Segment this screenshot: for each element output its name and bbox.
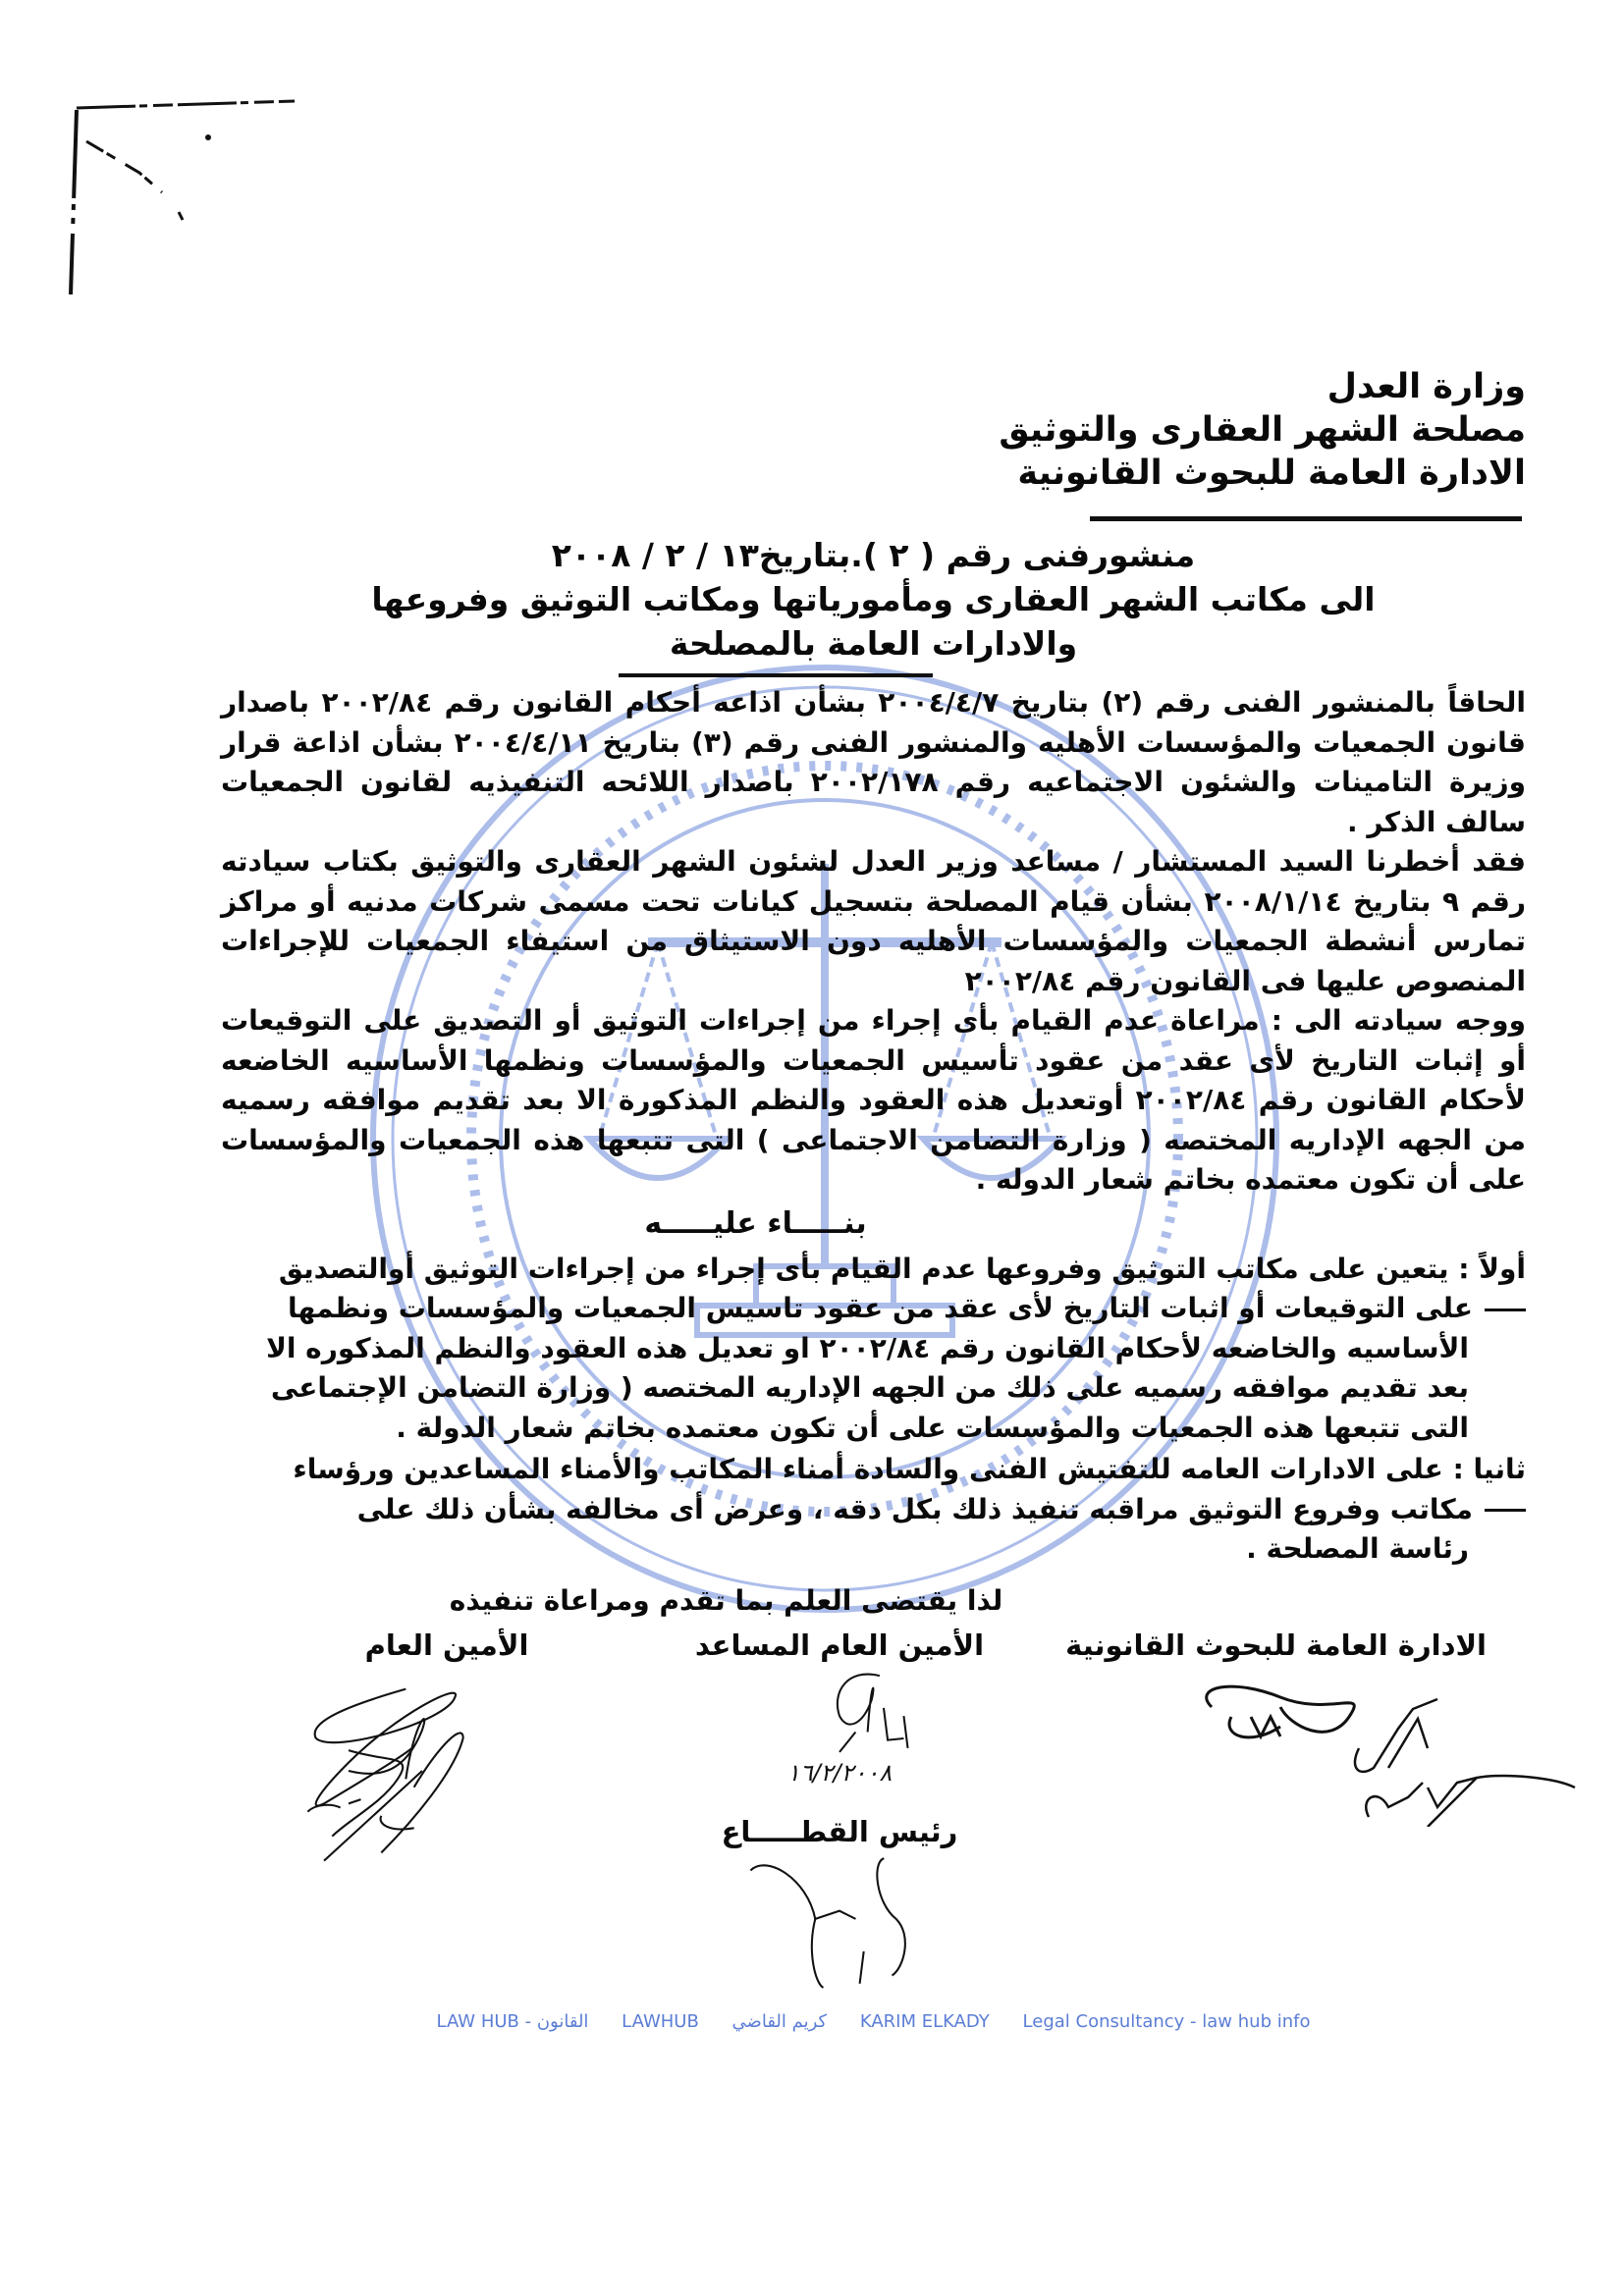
body-paragraph-3 (221, 1001, 1526, 1201)
ministry-name: وزارة العدل (1326, 367, 1526, 406)
signature-right-column (1329, 1685, 1585, 1827)
watermark-top-arc: LAW HUB - القانون (436, 2010, 589, 2032)
signature-assistant-secretary (731, 1668, 947, 1756)
directive-line: على التوقيعات أو اثبات التاريخ لأى عقد من عقود تاسيس الجمعيات والمؤسسات ونظمها (288, 1292, 1473, 1324)
signatory-sector-head: رئيس القطـــــاع (721, 1814, 958, 1848)
directive-second (221, 1450, 1526, 1570)
signatory-assistant-secretary: الأمين العام المساعد (694, 1628, 985, 1662)
directive-line: أولاً : يتعين على مكاتب التوثيق وفروعها عدم القيام بأى إجراء من إجراءات التوثيق أوالتصديق (278, 1252, 1526, 1285)
watermark-name-ar: كريم القاضي (731, 2010, 828, 2032)
directive-line: ثانيا : على الادارات العامه للتفتيش الفنى والسادة أمناء المكاتب والأمناء المساعدين ورؤساء (293, 1453, 1526, 1485)
signature-sector-head (741, 1854, 938, 1992)
circular-recipients-2: والادارات العامة بالمصلحة (669, 624, 1078, 663)
paragraph-text: الحاقاً بالمنشور الفنى رقم (٢) بتاريخ ٢٠٠٤/٤/٧ بشأن اذاعه أحكام القانون رقم ٢٠٠٢/٨٤ باصدار قانون الجمعيات والمؤسسات الأهليه والمنشور الفنى رقم (٣) بتاريخ ٢٠٠٤/٤/١١ بشأن اذاعة قرار وزيرة التامينات والشئون الاجتماعيه رقم ٢٠٠٢/١٧٨ باصدار اللائحه التنفيذيه لقانون الجمعيات سالف الذكر . (221, 686, 1526, 838)
paragraph-text: فقد أخطرنا السيد المستشار / مساعد وزير العدل لشئون الشهر العقارى والتوثيق بكتاب سيادته رقم ٩ بتاريخ ٢٠٠٨/١/١٤ بشأن قيام المصلحة بتسجيل كيانات تحت مسمى شركات مدنيه أو مراكز تمارس أنشطة الجمعيات والمؤسسات الأهليه دون الاستيثاق من استيفاء الجمعيات للإجراءات المنصوص عليها فى القانون رقم ٢٠٠٢/٨٤ (221, 845, 1526, 997)
paragraph-text: ووجه سيادته الى : مراعاة عدم القيام بأى إجراء من إجراءات التوثيق أو التصديق على التوقيعات أو إثبات التاريخ لأى عقد من عقود تأسيس الجمعيات والمؤسسات ونظمها الأساسيه الخاضعه لأحكام القانون رقم ٢٠٠٢/٨٤ أوتعديل هذه العقود والنظم المذكورة الا بعد تقديم موافقه رسميه من الجهه الإداريه المختصه ( وزارة التضامن الاجتماعى ) التى تتبعها هذه الجمعيات والمؤسسات على أن تكون معتمده بخاتم شعار الدوله . (221, 1004, 1526, 1196)
watermark-banner: LAWHUB (622, 2010, 699, 2032)
signatory-general-column (299, 1627, 594, 1874)
signatory-secretary-general: الأمين العام (364, 1628, 529, 1662)
letterhead (976, 365, 1526, 495)
watermark-name-en: KARIM ELKADY (859, 2010, 990, 2032)
signature-right (1329, 1689, 1585, 1827)
body-paragraph-1 (221, 683, 1526, 842)
closing-line: لذا يقتضى العلم بما تقدم ومراعاة تنفيذه (449, 1583, 1003, 1617)
watermark-ring-text: Legal Consultancy - law hub info (1022, 2010, 1311, 2032)
body-paragraph-2 (221, 842, 1526, 1001)
signature-block (221, 1627, 1526, 2000)
signatory-sector-column (682, 1813, 997, 1992)
department-name: الادارة العامة للبحوث القانونية (1017, 454, 1526, 493)
signature-secretary-general (299, 1668, 594, 1874)
directive-line: مكاتب وفروع التوثيق مراقبه تنفيذ ذلك بكل دقه ، وعرض أى مخالفه بشأن ذلك على (356, 1492, 1473, 1525)
signatory-legal-research: الادارة العامة للبحوث القانونية (1065, 1628, 1487, 1662)
directive-first (221, 1250, 1526, 1449)
directive-line: الأساسيه والخاضعه لأحكام القانون رقم ٢٠٠٢/٨٤ او تعديل هذه العقود والنظم المذكوره الا (265, 1331, 1469, 1364)
signatory-assistant-column (682, 1627, 997, 1788)
directive-line: بعد تقديم موافقه رسميه على ذلك من الجهه الإداريه المختصه ( وزارة التضامن الإجتماعى (270, 1371, 1469, 1404)
circular-recipients: الى مكاتب الشهر العقارى ومأمورياتها ومكاتب التوثيق وفروعها (371, 580, 1376, 618)
handwritten-date: ١٦/٢/٢٠٠٨ (786, 1758, 893, 1787)
dash-mark (1485, 1509, 1526, 1512)
directive-line: التى تتبعها هذه الجمعيات والمؤسسات على أن تكون معتمده بخاتم شعار الدولة . (396, 1411, 1469, 1444)
directive-line: رئاسة المصلحة . (1246, 1532, 1469, 1565)
authority-name: مصلحة الشهر العقارى والتوثيق (999, 410, 1526, 450)
circular-title: منشورفنى رقم ( ٢ ).بتاريخ١٣ / ٢ / ٢٠٠٨ (551, 536, 1196, 574)
header-divider (1090, 516, 1522, 521)
watermark-caption (221, 2009, 1526, 2035)
title-divider (619, 673, 933, 677)
section-heading: بنـــــاء عليـــــه (644, 1205, 867, 1241)
circular-heading (221, 533, 1526, 677)
dash-mark (1485, 1308, 1526, 1311)
